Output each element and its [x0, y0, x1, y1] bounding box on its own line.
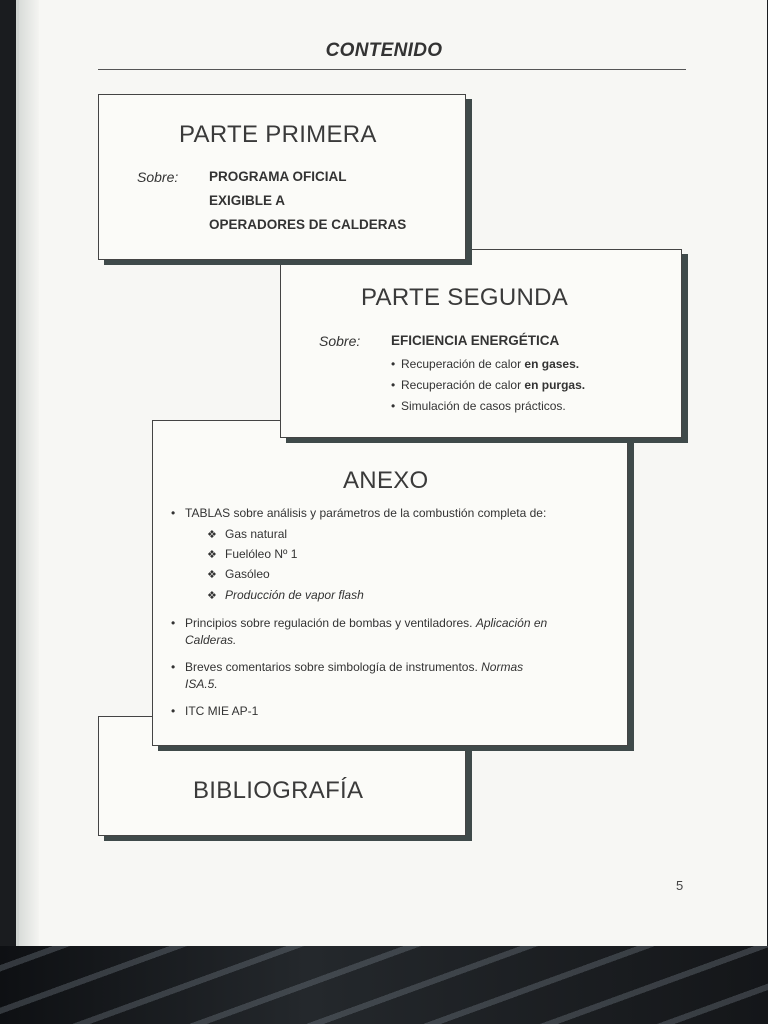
parte-segunda-title: PARTE SEGUNDA: [361, 284, 569, 311]
anexo-item-itc: • ITC MIE AP-1: [171, 704, 259, 718]
bullet-icon: •: [391, 357, 396, 371]
sobre-label: Sobre:: [319, 333, 361, 349]
bullet-icon: •: [171, 616, 176, 630]
bullet-icon: •: [171, 660, 176, 674]
anexo-subitem: ❖ Gas natural: [207, 526, 287, 544]
bullet-icon: •: [391, 399, 396, 413]
parte-segunda-box: [280, 249, 682, 438]
parte-segunda-bullet: • Simulación de casos prácticos.: [391, 399, 566, 413]
header-rule: [98, 69, 686, 70]
background-photo: [0, 946, 768, 1024]
anexo-item-breves: • Breves comentarios sobre simbología de instrumentos. Normas ISA.5.: [171, 660, 524, 691]
parte-primera-line: EXIGIBLE A: [209, 193, 286, 208]
bibliografia-title: BIBLIOGRAFÍA: [193, 777, 364, 804]
parte-primera-line: PROGRAMA OFICIAL: [209, 169, 347, 184]
diamond-bullet-icon: ❖: [207, 569, 217, 581]
parte-segunda-bullet: • Recuperación de calor en purgas.: [391, 378, 586, 392]
anexo-title: ANEXO: [343, 467, 429, 494]
diamond-bullet-icon: ❖: [207, 590, 217, 602]
page-edge: [19, 0, 39, 946]
anexo-box: [152, 420, 628, 746]
parte-segunda-bullet: • Recuperación de calor en gases.: [391, 357, 580, 371]
parte-primera-line: OPERADORES DE CALDERAS: [209, 217, 407, 232]
anexo-subitem: ❖ Producción de vapor flash: [207, 587, 364, 605]
page-number: 5: [676, 878, 684, 893]
bullet-icon: •: [171, 704, 176, 718]
anexo-subitem: ❖ Fuelóleo Nº 1: [207, 546, 297, 564]
anexo-item-tablas: • TABLAS sobre análisis y parámetros de la combustión completa de:: [171, 506, 547, 520]
diamond-bullet-icon: ❖: [207, 549, 217, 561]
sobre-label: Sobre:: [137, 169, 179, 185]
parte-primera-box: [98, 94, 466, 260]
diamond-bullet-icon: ❖: [207, 529, 217, 541]
anexo-subitem: ❖ Gasóleo: [207, 566, 270, 584]
page-title: CONTENIDO: [325, 40, 443, 61]
bullet-icon: •: [171, 506, 176, 520]
anexo-item-principios: • Principios sobre regulación de bombas y ventiladores. Aplicación en Calderas.: [171, 616, 548, 647]
bullet-icon: •: [391, 378, 396, 392]
parte-segunda-heading: EFICIENCIA ENERGÉTICA: [391, 333, 560, 348]
parte-primera-title: PARTE PRIMERA: [179, 121, 377, 148]
